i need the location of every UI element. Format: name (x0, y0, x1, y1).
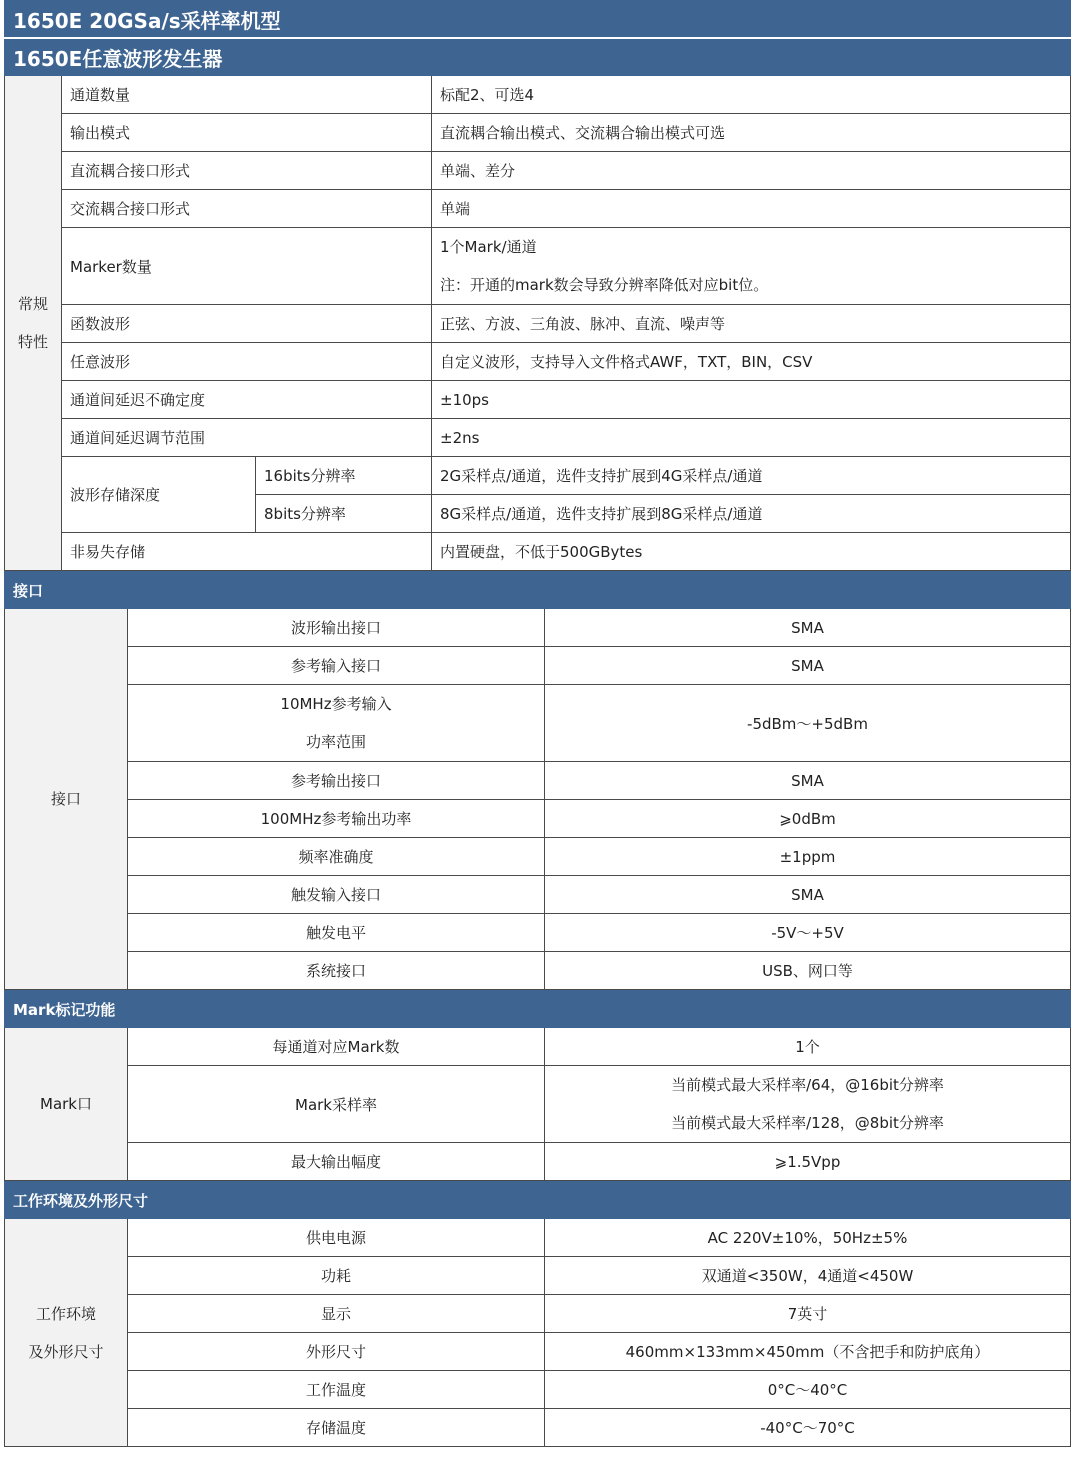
interface-table (4, 571, 1071, 990)
spec-value: 8G采样点/通道，选件支持扩展到8G采样点/通道 (432, 495, 1071, 533)
spec-label: 波形输出接口 (128, 609, 545, 647)
spec-label: 系统接口 (128, 952, 545, 990)
mark-table (4, 990, 1071, 1181)
section-title-mark: Mark标记功能 (5, 991, 1071, 1028)
spec-value: SMA (545, 762, 1071, 800)
spec-label: 存储温度 (128, 1409, 545, 1447)
spec-value: AC 220V±10%，50Hz±5% (545, 1219, 1071, 1257)
spec-value: SMA (545, 609, 1071, 647)
spec-value: 单端 (432, 190, 1071, 228)
spec-label: 10MHz参考输入 功率范围 (128, 685, 545, 762)
general-table (4, 0, 1071, 571)
spec-value: 2G采样点/通道，选件支持扩展到4G采样点/通道 (432, 457, 1071, 495)
spec-label: 外形尺寸 (128, 1333, 545, 1371)
spec-value: ±10ps (432, 381, 1071, 419)
spec-value: 460mm×133mm×450mm（不含把手和防护底角） (545, 1333, 1071, 1371)
spec-label: 每通道对应Mark数 (128, 1028, 545, 1066)
spec-label: 函数波形 (62, 305, 432, 343)
spec-value: ⩾0dBm (545, 800, 1071, 838)
interface-category: 接口 (5, 609, 128, 990)
spec-value: 标配2、可选4 (432, 76, 1071, 114)
spec-value: 直流耦合输出模式、交流耦合输出模式可选 (432, 114, 1071, 152)
spec-value: 7英寸 (545, 1295, 1071, 1333)
spec-label: 通道间延迟调节范围 (62, 419, 432, 457)
mark-category: Mark口 (5, 1028, 128, 1181)
spec-value: SMA (545, 647, 1071, 685)
spec-label: Marker数量 (62, 228, 432, 305)
spec-label: 通道数量 (62, 76, 432, 114)
spec-label: 触发输入接口 (128, 876, 545, 914)
spec-value: 内置硬盘，不低于500GBytes (432, 533, 1071, 571)
spec-label: 最大输出幅度 (128, 1143, 545, 1181)
spec-label: 供电电源 (128, 1219, 545, 1257)
spec-label: 参考输出接口 (128, 762, 545, 800)
spec-label: Mark采样率 (128, 1066, 545, 1143)
spec-value: 当前模式最大采样率/64，@16bit分辨率 当前模式最大采样率/128，@8bit分辨率 (545, 1066, 1071, 1143)
spec-label: 输出模式 (62, 114, 432, 152)
spec-sublabel: 8bits分辨率 (256, 495, 432, 533)
spec-label: 参考输入接口 (128, 647, 545, 685)
spec-label: 工作温度 (128, 1371, 545, 1409)
spec-label: 任意波形 (62, 343, 432, 381)
spec-label: 显示 (128, 1295, 545, 1333)
environment-table (4, 1181, 1071, 1447)
spec-value: ±1ppm (545, 838, 1071, 876)
page-title: 1650E 20GSa/s采样率机型 (5, 1, 1071, 39)
spec-value: -40°C～70°C (545, 1409, 1071, 1447)
section-title-environment: 工作环境及外形尺寸 (5, 1182, 1071, 1219)
spec-label: 100MHz参考输出功率 (128, 800, 545, 838)
spec-value: 0°C～40°C (545, 1371, 1071, 1409)
spec-sublabel: 16bits分辨率 (256, 457, 432, 495)
spec-label: 交流耦合接口形式 (62, 190, 432, 228)
spec-value: 1个Mark/通道 注：开通的mark数会导致分辨率降低对应bit位。 (432, 228, 1071, 305)
spec-value: 正弦、方波、三角波、脉冲、直流、噪声等 (432, 305, 1071, 343)
spec-value: SMA (545, 876, 1071, 914)
spec-label: 通道间延迟不确定度 (62, 381, 432, 419)
spec-sheet (2, 0, 1072, 1447)
environment-category: 工作环境 及外形尺寸 (5, 1219, 128, 1447)
spec-value: -5dBm～+5dBm (545, 685, 1071, 762)
spec-value: 1个 (545, 1028, 1071, 1066)
general-category: 常规 特性 (5, 76, 62, 571)
spec-label: 非易失存储 (62, 533, 432, 571)
spec-label: 功耗 (128, 1257, 545, 1295)
spec-label: 波形存储深度 (62, 457, 256, 533)
spec-label: 触发电平 (128, 914, 545, 952)
page-subtitle: 1650E任意波形发生器 (5, 38, 1071, 76)
spec-value: ⩾1.5Vpp (545, 1143, 1071, 1181)
spec-label: 直流耦合接口形式 (62, 152, 432, 190)
spec-value: 双通道<350W，4通道<450W (545, 1257, 1071, 1295)
spec-value: 单端、差分 (432, 152, 1071, 190)
spec-value: -5V～+5V (545, 914, 1071, 952)
spec-value: ±2ns (432, 419, 1071, 457)
section-title-interface: 接口 (5, 572, 1071, 609)
spec-value: 自定义波形，支持导入文件格式AWF，TXT，BIN，CSV (432, 343, 1071, 381)
spec-value: USB、网口等 (545, 952, 1071, 990)
spec-label: 频率准确度 (128, 838, 545, 876)
